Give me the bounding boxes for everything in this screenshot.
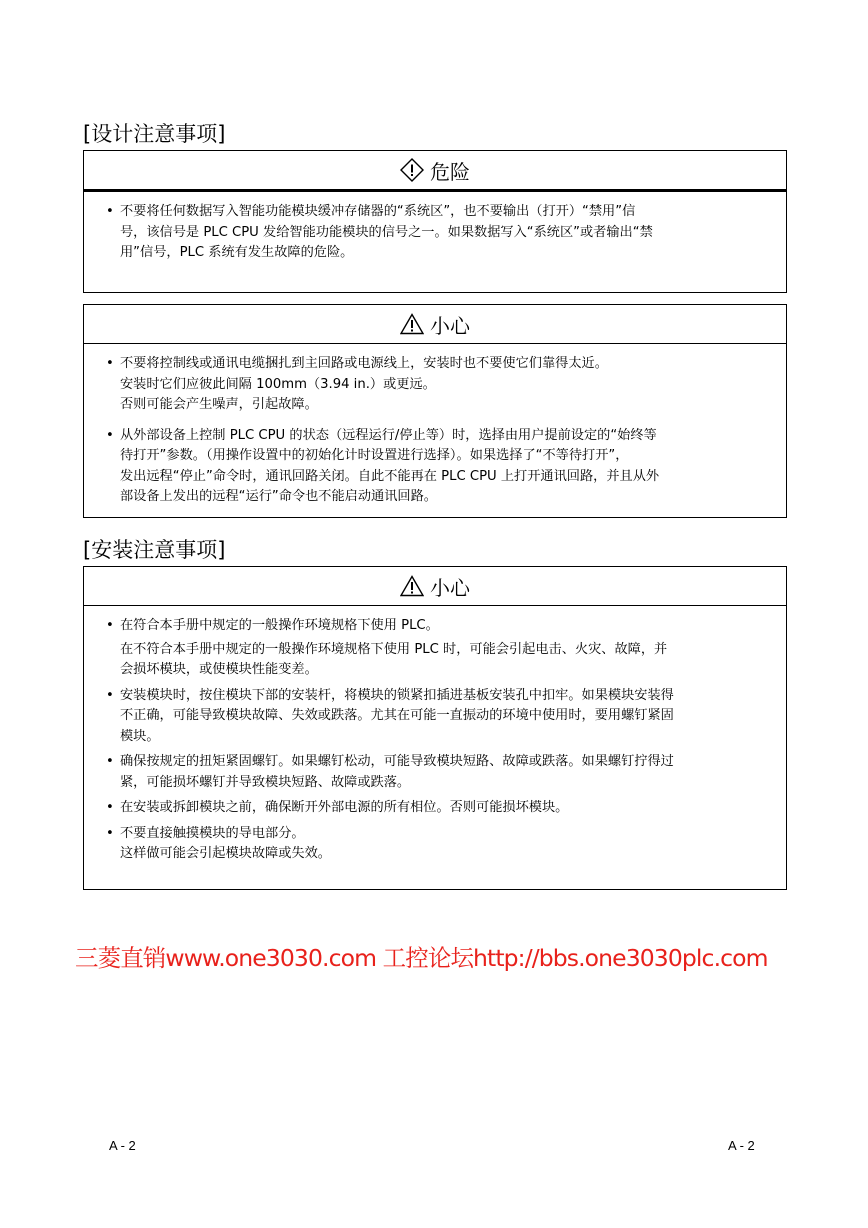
item-line: 在安装或拆卸模块之前，确保断开外部电源的所有相位。否则可能损坏模块。	[120, 800, 569, 815]
watermark-text: 三菱直销www.one3030.com 工控论坛http://bbs.one3030plc.com	[75, 944, 768, 972]
bullet: •	[106, 754, 114, 769]
item-line: 紧，可能损坏螺钉并导致模块短路、故障或跌落。	[120, 774, 411, 790]
list-item	[106, 686, 766, 748]
item-line: 号，该信号是 PLC CPU 发给智能功能模块的信号之一。如果数据写入“系统区”或者输出“禁	[120, 224, 653, 240]
danger-box-header	[84, 151, 786, 192]
bullet: •	[106, 825, 114, 841]
list-item	[106, 426, 766, 508]
bullet: •	[106, 204, 114, 219]
design-caution-box	[83, 304, 787, 518]
danger-box	[83, 150, 787, 293]
list-item	[106, 354, 766, 416]
design-section-title: [设计注意事项]	[83, 122, 226, 146]
install-caution-box	[83, 566, 787, 890]
danger-box-body	[84, 192, 786, 272]
item-line: 否则可能会产生噪声，引起故障。	[120, 397, 318, 412]
bullet: •	[106, 800, 114, 815]
item-line: 这样做可能会引起模块故障或失效。	[120, 846, 331, 861]
list-item	[106, 616, 766, 681]
page-number-right: A - 2	[728, 1138, 755, 1153]
list-item	[106, 824, 766, 865]
item-line: 用”信号，PLC 系统有发生故障的危险。	[120, 245, 354, 260]
warning-triangle-icon	[400, 575, 424, 597]
bullet: •	[106, 356, 114, 371]
list-item	[106, 798, 766, 819]
install-caution-box-header	[84, 567, 786, 606]
danger-diamond-icon	[400, 158, 424, 182]
item-line: 安装时它们应彼此间隔 100mm（3.94 in.）或更远。	[120, 376, 436, 392]
list-item	[106, 202, 766, 264]
bullet: •	[106, 687, 114, 703]
install-section-title: [安装注意事项]	[83, 538, 226, 562]
item-line: 确保按规定的扭矩紧固螺钉。如果螺钉松动，可能导致模块短路、故障或跌落。如果螺钉拧得过	[120, 754, 674, 769]
bullet: •	[106, 618, 114, 633]
design-caution-box-header	[84, 305, 786, 344]
install-caution-box-body	[84, 606, 786, 873]
page-number-left: A - 2	[109, 1138, 136, 1153]
item-line: 不正确，可能导致模块故障、失效或跌落。尤其在可能一直振动的环境中使用时，要用螺钉紧固	[120, 708, 674, 723]
item-line: 模块。	[120, 728, 160, 744]
bullet: •	[106, 427, 114, 443]
item-line: 从外部设备上控制 PLC CPU 的状态（远程运行/停止等）时，选择由用户提前设定的“始终等	[120, 427, 657, 443]
danger-box-label: 危险	[430, 159, 470, 184]
item-line: 不要将控制线或通讯电缆捆扎到主回路或电源线上，安装时也不要使它们靠得太近。	[120, 356, 608, 371]
item-line: 会损坏模块，或使模块性能变差。	[120, 662, 318, 677]
item-line: 不要直接触摸模块的导电部分。	[120, 825, 305, 841]
item-line: 部设备上发出的远程“运行”命令也不能启动通讯回路。	[120, 489, 437, 504]
list-item	[106, 752, 766, 793]
item-line: 不要将任何数据写入智能功能模块缓冲存储器的“系统区”，也不要输出（打开）“禁用”信	[120, 204, 636, 219]
design-caution-box-body	[84, 344, 786, 516]
item-line: 在符合本手册中规定的一般操作环境规格下使用 PLC。	[120, 618, 439, 633]
design-caution-box-label: 小心	[430, 313, 470, 338]
install-caution-box-label: 小心	[430, 575, 470, 600]
item-subtext	[120, 640, 766, 681]
item-line: 发出远程“停止”命令时，通讯回路关闭。自此不能再在 PLC CPU 上打开通讯回路，并且从外	[120, 468, 660, 484]
item-line: 安装模块时，按住模块下部的安装杆，将模块的锁紧扣插进基板安装孔中扣牢。如果模块安装得	[120, 687, 674, 703]
warning-triangle-icon	[400, 313, 424, 335]
item-line: 在不符合本手册中规定的一般操作环境规格下使用 PLC 时，可能会引起电击、火灾、故障，并	[120, 641, 668, 657]
item-line: 待打开”参数。（用操作设置中的初始化计时设置进行选择）。如果选择了“不等待打开”，	[120, 448, 629, 463]
